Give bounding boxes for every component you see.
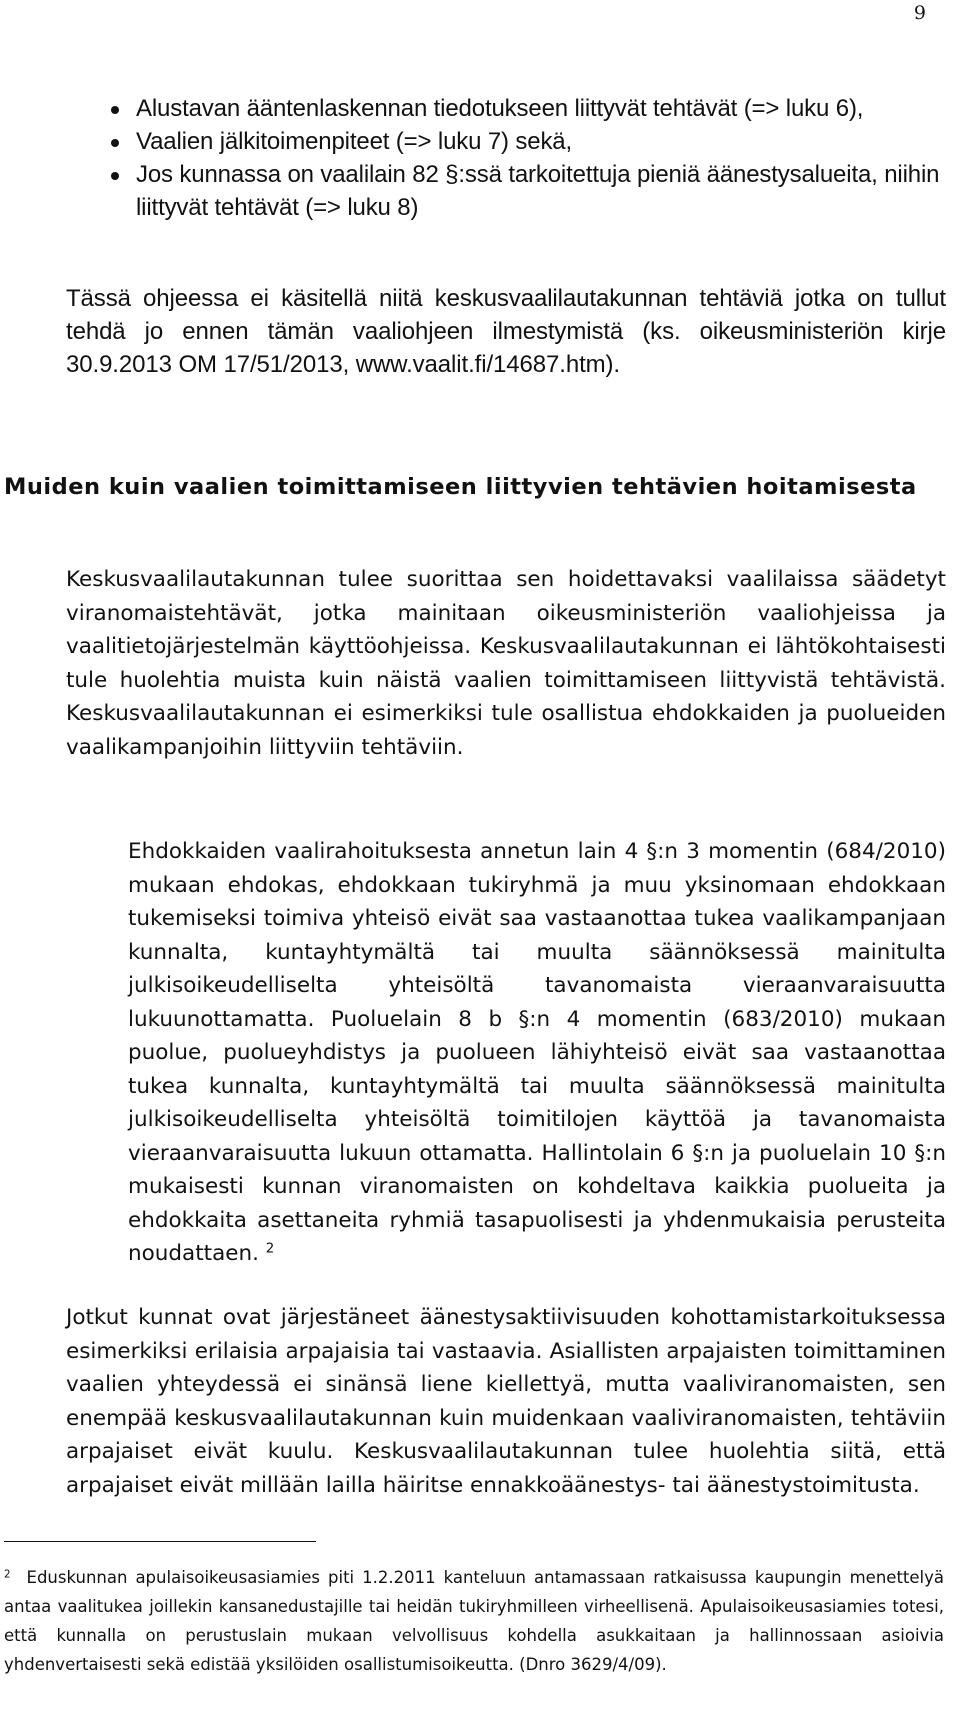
bullet-item: Alustavan ääntenlaskennan tiedotukseen liittyvät tehtävät (=> luku 6), — [106, 92, 946, 125]
footnote-separator — [4, 1541, 316, 1542]
footnote-text: Eduskunnan apulaisoikeusasiamies piti 1.2.2011 kanteluun antamassaan ratkaisussa kaupungin menettelyä antaa vaalitukea joillekin kansanedustajille tai heidän tukiryhmilleen virheellisenä. Apulaisoikeusasiamies totesi, että kunnalla on perustuslain mukaan velvollisuus kohdella asukkaitaan ja hallinnossaan asioivia yhdenvertaisesti sekä edistää yksilöiden osallistumisoikeutta. (Dnro 3629/4/09). — [4, 1568, 944, 1674]
bullet-item: Jos kunnassa on vaalilain 82 §:ssä tarkoitettuja pieniä äänestysalueita, niihin liittyvät tehtävät (=> luku 8) — [106, 158, 946, 224]
footnote — [4, 1563, 944, 1679]
footnote-number: 2 — [4, 1569, 11, 1581]
main-paragraph: Keskusvaalilautakunnan tulee suorittaa sen hoidettavaksi vaalilaissa säädetyt viranomaistehtävät, jotka mainitaan oikeusministeriön vaaliohjeissa ja vaalitietojärjestelmän käyttöohjeissa. Keskusvaalilautakunnan ei lähtökohtaisesti tule huolehtia muista kuin näistä vaalien toimittamiseen liittyvistä tehtävistä. Keskusvaalilautakunnan ei esimerkiksi tule osallistua ehdokkaiden ja puolueiden vaalikampanjoihin liittyviin tehtäviin. — [66, 567, 946, 760]
footnote-reference[interactable]: 2 — [265, 1241, 275, 1257]
quote-text: Ehdokkaiden vaalirahoituksesta annetun lain 4 §:n 3 momentin (684/2010) mukaan ehdokas, ehdokkaan tukiryhmä ja muu yksinomaan ehdokkaan tukemiseksi toimiva yhteisö eivät saa vastaanottaa tukea vaalikampanjaan kunnalta, kuntayhtymältä tai muulta säännöksessä mainitulta julkisoikeudelliselta yhteisöltä tavanomaista vieraanvaraisuutta lukuunottamatta. Puoluelain 8 b §:n 4 momentin (683/2010) mukaan puolue, puolueyhdistys ja puolueen lähiyhteisö eivät saa vastaanottaa tukea kunnalta, kuntayhtymältä tai muulta säännöksessä mainitulta julkisoikeudelliselta yhteisöltä toimitilojen käyttöä ja tavanomaista vieraanvaraisuutta lukuun ottamatta. Hallintolain 6 §:n ja puoluelain 10 §:n mukaisesti kunnan viranomaisten on kohdeltava kaikkia puolueita ja ehdokkaita asettaneita ryhmiä tasapuolisesti ja yhdenmukaisia perusteita noudattaen. — [128, 839, 946, 1266]
page-number: 9 — [913, 2, 926, 24]
closing-paragraph: Jotkut kunnat ovat järjestäneet äänestysaktiivisuuden kohottamistarkoituksessa esimerkiksi erilaisia arpajaisia tai vastaavia. Asiallisten arpajaisten toimittaminen vaalien yhteydessä ei sinänsä liene kiellettyä, mutta vaaliviranomaisten, sen enempää keskusvaalilautakunnan kuin muidenkaan vaaliviranomaisten, tehtäviin arpajaiset eivät kuulu. Keskusvaalilautakunnan tulee huolehtia siitä, että arpajaiset eivät millään lailla häiritse ennakkoäänestys- tai äänestystoimitusta. — [66, 1305, 946, 1498]
section-heading: Muiden kuin vaalien toimittamiseen liittyvien tehtävien hoitamisesta — [4, 474, 917, 500]
intro-paragraph: Tässä ohjeessa ei käsitellä niitä keskusvaalilautakunnan tehtäviä jotka on tullut tehdä jo ennen tämän vaaliohjeen ilmestymistä (ks. oikeusministeriön kirje 30.9.2013 OM 17/51/2013, www.vaalit.fi/14687.htm). — [66, 285, 946, 378]
quote-paragraph — [128, 835, 946, 1271]
bullet-list — [106, 92, 946, 224]
bullet-item: Vaalien jälkitoimenpiteet (=> luku 7) sekä, — [106, 125, 946, 158]
